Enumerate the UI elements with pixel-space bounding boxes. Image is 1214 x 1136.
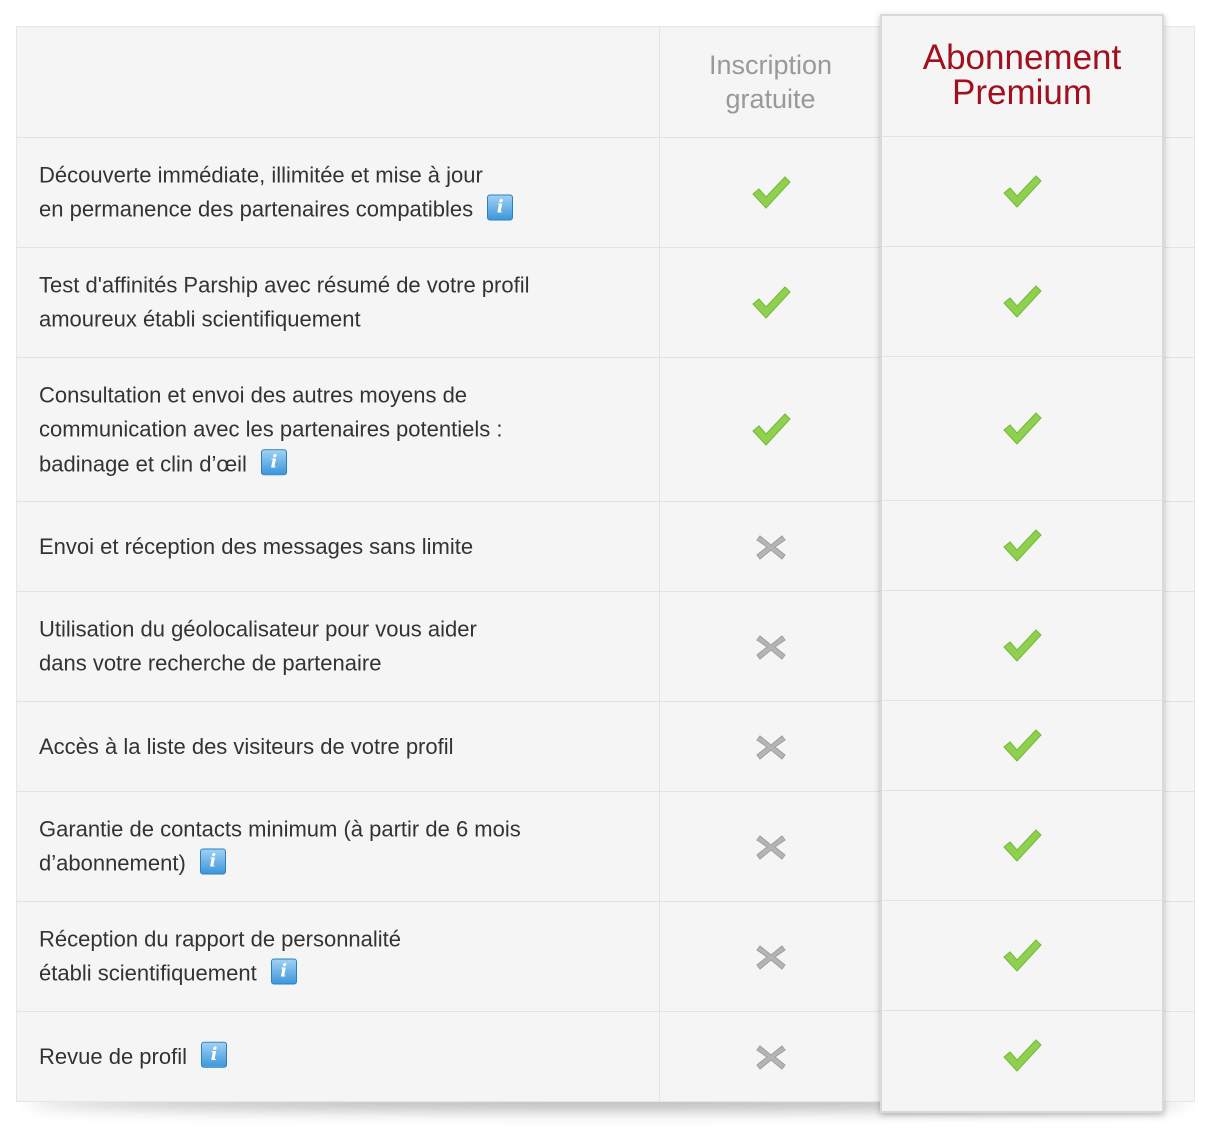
feature-label: Revue de profili bbox=[39, 1040, 635, 1075]
info-icon[interactable] bbox=[271, 959, 297, 985]
free-status-cell bbox=[660, 502, 881, 591]
free-status-cell bbox=[660, 1012, 881, 1102]
info-icon[interactable] bbox=[487, 195, 513, 221]
check-icon bbox=[1001, 827, 1043, 865]
info-icon[interactable] bbox=[200, 849, 226, 875]
feature-label: Réception du rapport de personnalité établi scientifiquementi bbox=[39, 922, 635, 991]
cross-icon bbox=[750, 1038, 792, 1076]
feature-label: Envoi et réception des messages sans limite bbox=[39, 533, 474, 559]
check-icon bbox=[1001, 937, 1043, 975]
check-icon bbox=[1001, 527, 1043, 565]
premium-status-cells bbox=[880, 26, 1164, 1102]
check-icon bbox=[1001, 173, 1043, 211]
check-icon bbox=[1001, 627, 1043, 665]
premium-status-cell bbox=[880, 137, 1164, 247]
info-icon[interactable] bbox=[261, 449, 287, 475]
free-status-cell bbox=[660, 358, 881, 501]
free-status-cell bbox=[660, 902, 881, 1011]
premium-status-cell bbox=[880, 501, 1164, 591]
premium-status-cell bbox=[880, 591, 1164, 701]
feature-label: Découverte immédiate, illimitée et mise à jour en permanence des partenaires compatiblesi bbox=[39, 158, 635, 227]
check-icon bbox=[750, 174, 792, 212]
check-icon bbox=[1001, 410, 1043, 448]
feature-label: Garantie de contacts minimum (à partir de 6 mois d’abonnement)i bbox=[39, 812, 635, 881]
premium-column-header: Abonnement Premium bbox=[922, 38, 1122, 112]
cross-icon bbox=[750, 828, 792, 866]
check-icon bbox=[750, 411, 792, 449]
premium-status-cell bbox=[880, 791, 1164, 901]
cross-icon bbox=[750, 628, 792, 666]
premium-status-cell bbox=[880, 901, 1164, 1011]
premium-status-cell bbox=[880, 247, 1164, 357]
info-icon[interactable] bbox=[201, 1042, 227, 1068]
free-status-cell bbox=[660, 702, 881, 791]
feature-label: Utilisation du géolocalisateur pour vous aider dans votre recherche de partenaire bbox=[39, 616, 477, 676]
check-icon bbox=[1001, 1037, 1043, 1075]
feature-label: Test d'affinités Parship avec résumé de votre profil amoureux établi scientifiquement bbox=[39, 272, 530, 332]
check-icon bbox=[750, 284, 792, 322]
cross-icon bbox=[750, 528, 792, 566]
free-status-cell bbox=[660, 248, 881, 357]
cross-icon bbox=[750, 938, 792, 976]
feature-label: Accès à la liste des visiteurs de votre profil bbox=[39, 733, 454, 759]
check-icon bbox=[1001, 727, 1043, 765]
free-status-cell bbox=[660, 792, 881, 901]
premium-status-cell bbox=[880, 357, 1164, 501]
premium-status-cell bbox=[880, 701, 1164, 791]
free-status-cell bbox=[660, 592, 881, 701]
check-icon bbox=[1001, 283, 1043, 321]
feature-label: Consultation et envoi des autres moyens de communication avec les partenaires potentiels : badinage et clin d’œili bbox=[39, 378, 635, 482]
premium-status-cell bbox=[880, 1011, 1164, 1101]
free-status-cell bbox=[660, 138, 881, 247]
free-column-header: Inscription gratuite bbox=[708, 50, 833, 114]
cross-icon bbox=[750, 728, 792, 766]
